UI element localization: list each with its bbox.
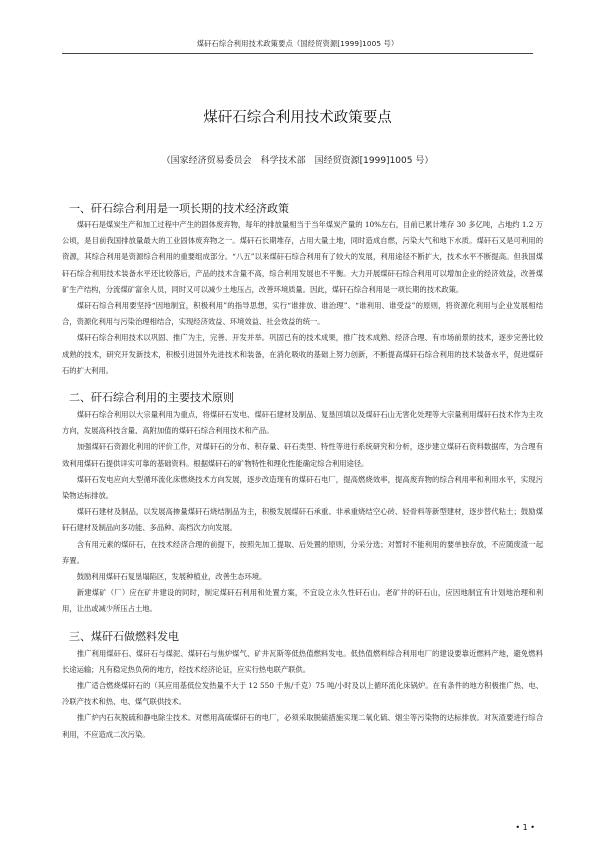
page-number: • 1 •: [515, 823, 535, 832]
paragraph: 推广利用煤矸石、煤矸石与煤泥、煤矸石与焦炉煤气、矿井瓦斯等低热值燃料发电。低热值燃料综合利用电厂的建设要靠近燃料产地，避免燃料长途运输；凡有稳定热负荷的地方，经技术经济论证，应实行热电联产联供。: [62, 648, 543, 674]
paragraph: 含有用元素的煤矸石，在技术经济合理的前提下，按照先加工提取、后处置的原则，分采分选；对暂时不能利用的要单独存放，不应随废渣一起弃置。: [62, 539, 543, 565]
paragraph: 煤矸石建材及制品，以发展高掺量煤矸石烧结制品为主，积极发展煤矸石承重、非承重烧结空心砖、轻骨料等新型建材，逐步替代粘土；鼓励煤矸石建材及制品向多功能、多品种、高档次方向发展。: [62, 507, 543, 533]
paragraph: 煤矸石发电应向大型循环流化床燃烧技术方向发展，逐步改造现有的煤矸石电厂，提高燃烧效率，提高废弃物的综合利用率和利用水平，实现污染物达标排放。: [62, 474, 543, 501]
section-heading: 二、矸石综合利用的主要技术原则: [69, 391, 234, 405]
paragraph: 推广炉内石灰脱硫和静电除尘技术。对燃用高硫煤矸石的电厂，必须采取脱硫措施实现二氧化硫、烟尘等污染物的达标排放。对灰渣要进行综合利用，不应造成二次污染。: [62, 713, 543, 739]
document-body: [62, 200, 543, 743]
section-heading: 三、煤矸石做燃料发电: [69, 629, 179, 643]
paragraph: 新建煤矿（厂）应在矿井建设的同时，制定煤矸石利用和处置方案，不宜设立永久性矸石山。老矿井的矸石山，应因地制宜有计划地治理和利用，让出或减少所压占土地。: [62, 588, 543, 614]
paragraph: 煤矸石综合利用技术以巩固、推广为主，完善、开发并举。巩固已有的技术成果，推广技术成熟、经济合理、有市场前景的技术，逐步完善比较成熟的技术，研究开发新技术，积极引进国外先进技术和装备，在消化吸收的基础上努力创新，不断提高煤矸石综合利用的技术装备水平，促进煤矸石的扩大利用。: [62, 333, 543, 375]
paragraph: 推广适合燃烧煤矸石的（其应用基低位发热量不大于 12 550 千焦/千克）75 吨/小时及以上循环流化床锅炉。在有条件的地方积极推广热、电、冷联产技术和热、电、煤气联供技术。: [62, 681, 543, 707]
paragraph: 煤矸石综合利用要坚持“因地制宜，积极利用”的指导思想，实行“谁排放、谁治理”、“谁利用、谁受益”的原则，将资源化利用与企业发展相结合，资源化利用与污染治理相结合，实现经济效益、环境效益、社会效益的统一。: [62, 301, 543, 327]
paragraph: 煤矸石综合利用以大宗量利用为重点，将煤矸石发电、煤矸石建材及制品、复垦回填以及煤矸石山无害化处理等大宗量利用煤矸石技术作为主攻方向，发展高科技含量、高附加值的煤矸石综合利用技术和产品。: [62, 410, 543, 436]
paragraph: 加强煤矸石资源化利用的评价工作，对煤矸石的分布、积存量、矸石类型、特性等进行系统研究和分析，逐步建立煤矸石资料数据库，为合理有效利用煤矸石提供详实可靠的基础资料。根据煤矸石的矿物特性和理化性能确定综合利用途径。: [62, 442, 543, 468]
section-heading: 一、矸石综合利用是一项长期的技术经济政策: [69, 202, 289, 215]
header-rule: [62, 53, 533, 54]
document-title: 煤矸石综合利用技术政策要点: [203, 110, 392, 126]
document-issuer: （国家经济贸易委员会 科学技术部 国经贸资源[1999]1005 号）: [161, 156, 434, 166]
paragraph: 煤矸石是煤炭生产和加工过程中产生的固体废弃物，每年的排放量相当于当年煤炭产量的 10%左右，目前已累计堆存 30 多亿吨，占地约 1.2 万公顷，是目前我国排放量最大的工业固体废弃物之一。煤矸石长期堆存，占用大量土地，同时造成自燃，污染大气和地下水质。煤矸石又是可利用的资源，其综合利用是资源综合利用的重要组成部分。“八五”以来煤矸石综合利用有了较大的发展，利用途径不断扩大，技术水平不断提高。但我国煤矸石综合利用技术装备水平还比较落后，产品的技术含量不高，综合利用发展也不平衡。大力开展煤矸石综合利用可以增加企业的经济效益，改善煤矿生产结构，分流煤矿富余人员，同时又可以减少土地压占，改善环境质量。因此，煤矸石综合利用是一项长期的技术政策。: [62, 220, 543, 294]
paragraph: 鼓励利用煤矸石复垦塌陷区，发展种植业，改善生态环境。: [76, 572, 267, 582]
running-header: 煤矸石综合利用技术政策要点（国经贸资源[1999]1005 号）: [196, 39, 399, 48]
